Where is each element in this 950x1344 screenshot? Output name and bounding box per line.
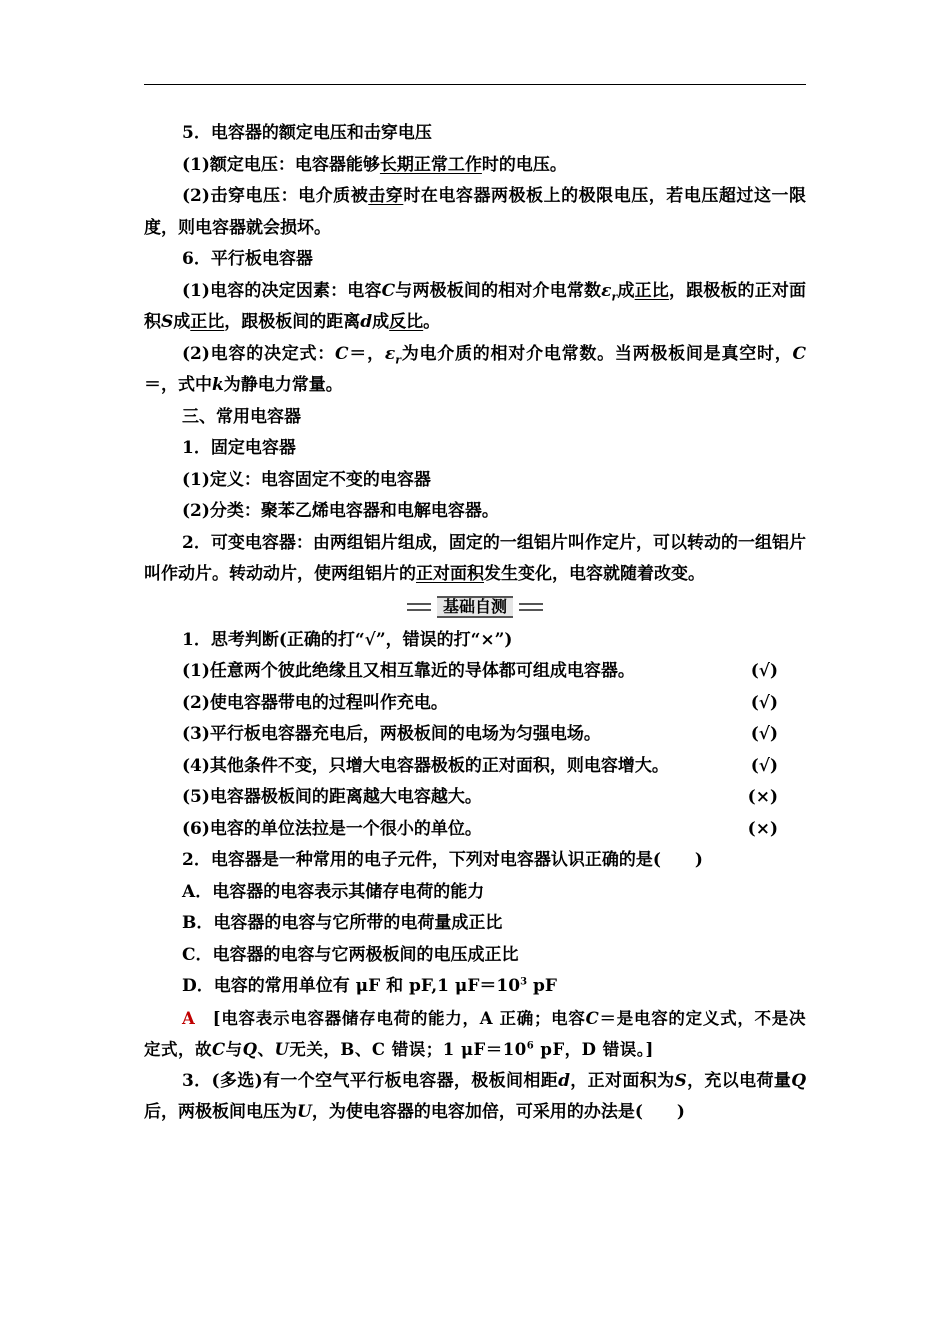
- capacitance-formula: (2)电容的决定式：C＝，$\varepsilon_r$为电介质的相对介电常数。当两极板间是真空时，C＝，式中k为静电力常量。: [144, 343, 807, 395]
- heading-fixed-capacitor: 1．固定电容器: [182, 438, 296, 458]
- fixed-classification: (2)分类：聚苯乙烯电容器和电解电容器。: [182, 501, 499, 521]
- heading-5: 5．电容器的额定电压和击穿电压: [182, 123, 432, 143]
- self-test-badge-wrap: [144, 595, 806, 619]
- q1-title: 1．思考判断(正确的打“√”，错误的打“×”): [182, 629, 513, 650]
- underline-blank: 正对面积: [416, 564, 484, 584]
- underline-blank: 击穿: [368, 186, 404, 206]
- judge-mark: (√): [750, 692, 778, 713]
- judge-item: (6)电容的单位法拉是一个很小的单位。 (×): [144, 814, 806, 846]
- capacitance-factors: (1)电容的决定因素：电容C与两极板间的相对介电常数$\varepsilon_r$成正比，跟极板的正对面积S成正比，跟极板间的距离d成反比。: [144, 280, 807, 332]
- underline-blank: 正比: [634, 280, 669, 301]
- underline-blank: 正比: [190, 312, 225, 332]
- breakdown-voltage: (2)击穿电压：电介质被击穿时在电容器两极板上的极限电压，若电压超过这一限度，则电容器就会损坏。: [144, 186, 807, 238]
- self-test-badge: [403, 595, 547, 619]
- rated-voltage: (1)额定电压：电容器能够长期正常工作时的电压。: [182, 154, 567, 175]
- judge-mark: (×): [747, 818, 778, 839]
- badge-bar-right: [519, 603, 543, 611]
- q2-option-b: B．电容器的电容与它所带的电荷量成正比: [182, 913, 503, 933]
- q2-option-d: D．电容的常用单位有 μF 和 pF,1 $\mu F=10^3$ pF: [182, 976, 557, 996]
- document-body: [144, 118, 806, 1129]
- judge-mark: (√): [750, 661, 778, 681]
- badge-label: 基础自测: [437, 596, 513, 618]
- heading-6: 6．平行板电容器: [182, 249, 313, 269]
- judge-item: (1)任意两个彼此绝缘且又相互靠近的导体都可组成电容器。 (√): [144, 656, 806, 688]
- q3: 3．(多选)有一个空气平行板电容器，极板间相距d，正对面积为S，充以电荷量Q后，两极板间电压为U，为使电容器的电容加倍，可采用的办法是( ): [144, 1070, 807, 1122]
- answer-letter: A: [182, 1008, 196, 1028]
- q2-option-c: C．电容器的电容与它两极板间的电压成正比: [182, 944, 519, 965]
- judge-mark: (√): [750, 724, 778, 744]
- q2-title: 2．电容器是一种常用的电子元件，下列对电容器认识正确的是( ): [182, 850, 703, 870]
- underline-blank: 反比: [389, 312, 424, 332]
- judge-mark: (×): [747, 787, 778, 807]
- top-rule: [144, 84, 806, 85]
- judge-item: (2)使电容器带电的过程叫作充电。 (√): [144, 688, 806, 720]
- fixed-definition: (1)定义：电容固定不变的电容器: [182, 469, 431, 490]
- judge-item: (3)平行板电容器充电后，两极板间的电场为匀强电场。 (√): [144, 719, 806, 751]
- judge-item: (4)其他条件不变，只增大电容器极板的正对面积，则电容增大。 (√): [144, 751, 806, 783]
- judge-mark: (√): [750, 755, 778, 776]
- q2-answer: A [电容表示电容器储存电荷的能力，A 正确；电容C＝是电容的定义式，不是决定式，故C与Q、U无关，B、C 错误；1 $\mu F=10^6$ pF，D 错误。]: [144, 1008, 807, 1059]
- heading-common-capacitors: 三、常用电容器: [182, 406, 301, 427]
- judge-item: (5)电容器极板间的距离越大电容越大。 (×): [144, 782, 806, 814]
- variable-capacitor: 2．可变电容器：由两组铝片组成，固定的一组铝片叫作定片，可以转动的一组铝片叫作动片。转动动片，使两组铝片的正对面积发生变化，电容就随着改变。: [144, 532, 806, 584]
- badge-bar-left: [407, 603, 431, 611]
- q2-option-a: A．电容器的电容表示其储存电荷的能力: [182, 881, 485, 902]
- underline-blank: 长期正常工作: [379, 154, 482, 175]
